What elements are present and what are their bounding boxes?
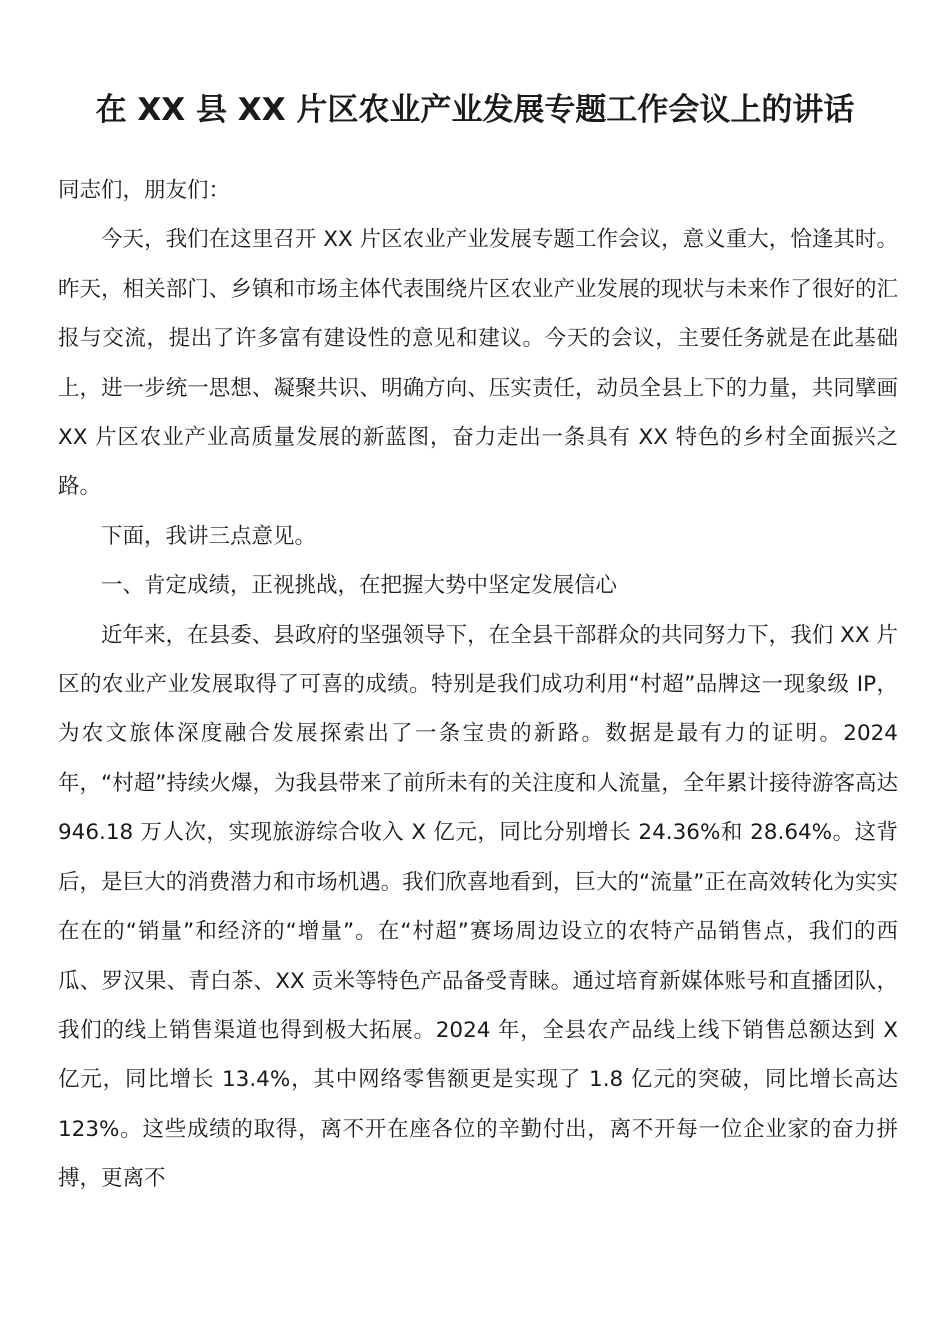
paragraph-achievements: 近年来，在县委、县政府的坚强领导下，在全县干部群众的共同努力下，我们 XX 片区的农业产业发展取得了可喜的成绩。特别是我们成功利用“村超”品牌这一现象级 IP，为农文旅体深度融合发展探索出了一条宝贵的新路。数据是最有力的证明。2024 年，“村超”持续火爆，为我县带来了前所未有的关注度和人流量，全年累计接待游客高达 946.18 万人次，实现旅游综合收入 X 亿元，同比分别增长 24.36%和 28.64%。这背后，是巨大的消费潜力和市场机遇。我们欣喜地看到，巨大的“流量”正在高效转化为实实在在的“销量”和经济的“增量”。在“村超”赛场周边设立的农特产品销售点，我们的西瓜、罗汉果、青白茶、XX 贡米等特色产品备受青睐。通过培育新媒体账号和直播团队，我们的线上销售渠道也得到极大拓展。2024 年，全县农产品线上线下销售总额达到 X 亿元，同比增长 13.4%，其中网络零售额更是实现了 1.8 亿元的突破，同比增长高达 123%。这些成绩的取得，离不开在座各位的辛勤付出，离不开每一位企业家的奋力拼搏，更离不 xyxy=(58,622,898,1192)
document-title: 在 XX 县 XX 片区农业产业发展专题工作会议上的讲话 xyxy=(95,91,855,128)
section-heading-1: 一、肯定成绩，正视挑战，在把握大势中坚定发展信心 xyxy=(101,573,618,599)
paragraph-outline: 下面，我讲三点意见。 xyxy=(101,523,317,549)
document-body xyxy=(58,166,898,1204)
salutation: 同志们，朋友们： xyxy=(58,178,231,203)
paragraph-opening: 今天，我们在这里召开 XX 片区农业产业发展专题工作会议，意义重大，恰逢其时。昨天，相关部门、乡镇和市场主体代表围绕片区农业产业发展的现状与未来作了很好的汇报与交流，提出了许多富有建设性的意见和建议。今天的会议，主要任务就是在此基础上，进一步统一思想、凝聚共识、明确方向、压实责任，动员全县上下的力量，共同擘画 XX 片区农业产业高质量发展的新蓝图，奋力走出一条具有 XX 特色的乡村全面振兴之路。 xyxy=(58,227,898,500)
